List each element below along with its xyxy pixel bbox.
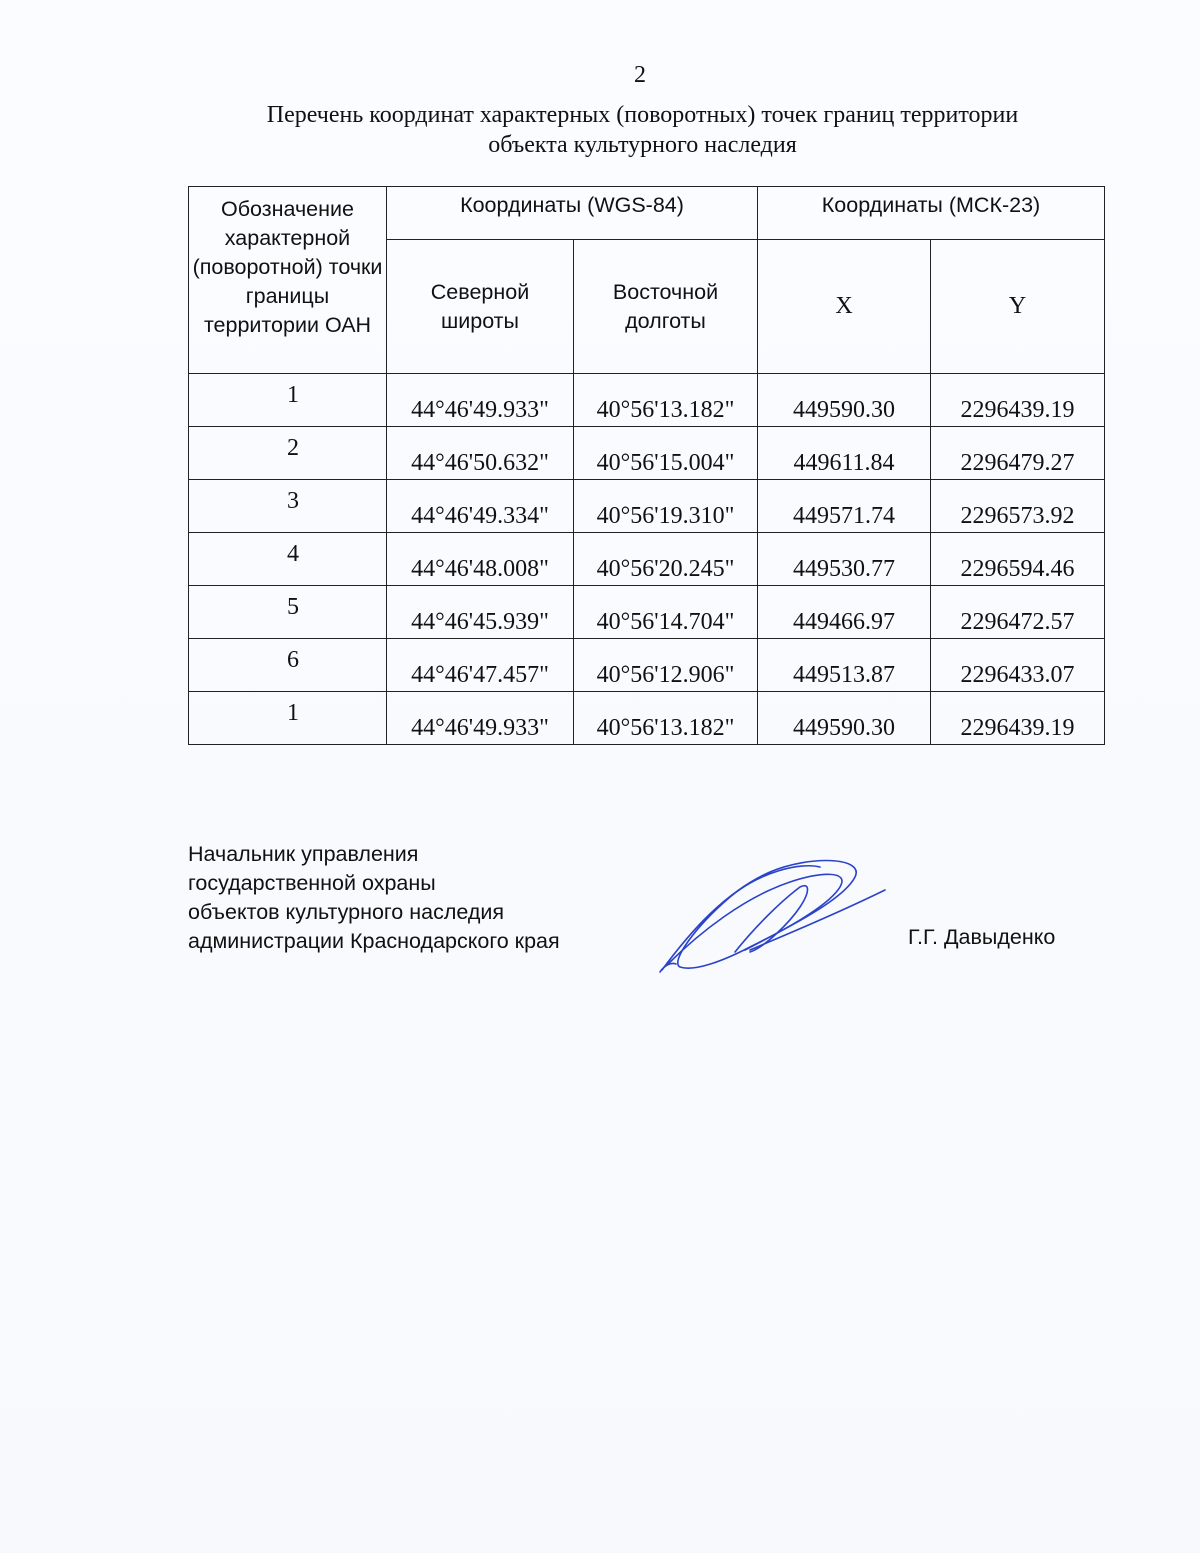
x-coordinate-cell: 449611.84 (758, 427, 931, 480)
document-title (150, 100, 1135, 160)
title-line-1: Перечень координат характерных (поворотных) точек границ территории (266, 102, 1019, 128)
header-latitude-text: Северной широты (430, 279, 530, 333)
coordinates-table (188, 186, 1105, 745)
longitude-cell: 40°56'15.004" (574, 427, 758, 480)
table-row (189, 639, 1105, 692)
point-number-cell: 3 (189, 480, 387, 533)
page-number: 2 (634, 62, 646, 88)
signer-name: Г.Г. Давыденко (908, 925, 1056, 949)
longitude-cell: 40°56'20.245" (574, 533, 758, 586)
x-coordinate-cell: 449590.30 (758, 692, 931, 745)
y-coordinate-cell: 2296594.46 (931, 533, 1105, 586)
signatory-line-2: государственной охраны (188, 871, 436, 895)
x-coordinate-cell: 449571.74 (758, 480, 931, 533)
header-msk23: Координаты (МСК-23) (758, 187, 1105, 240)
y-coordinate-cell: 2296479.27 (931, 427, 1105, 480)
latitude-cell: 44°46'50.632" (387, 427, 574, 480)
signatory-line-3: объектов культурного наследия (188, 900, 505, 924)
table-body (189, 374, 1105, 745)
x-coordinate-cell: 449590.30 (758, 374, 931, 427)
latitude-cell: 44°46'45.939" (387, 586, 574, 639)
signatory-line-4: администрации Краснодарского края (188, 929, 560, 953)
header-designation: Обозначение характерной (поворотной) точки границы территории ОАН (189, 187, 387, 374)
point-number-cell: 4 (189, 533, 387, 586)
x-coordinate-cell: 449466.97 (758, 586, 931, 639)
header-wgs84: Координаты (WGS-84) (387, 187, 758, 240)
longitude-cell: 40°56'13.182" (574, 374, 758, 427)
table-row (189, 586, 1105, 639)
table-row (189, 374, 1105, 427)
longitude-cell: 40°56'14.704" (574, 586, 758, 639)
point-number-cell: 5 (189, 586, 387, 639)
latitude-cell: 44°46'48.008" (387, 533, 574, 586)
table-row (189, 533, 1105, 586)
table-row (189, 480, 1105, 533)
header-longitude (574, 240, 758, 374)
y-coordinate-cell: 2296472.57 (931, 586, 1105, 639)
y-coordinate-cell: 2296433.07 (931, 639, 1105, 692)
x-coordinate-cell: 449513.87 (758, 639, 931, 692)
point-number-cell: 2 (189, 427, 387, 480)
longitude-cell: 40°56'13.182" (574, 692, 758, 745)
header-longitude-text: Восточной долготы (612, 279, 719, 333)
header-y: Y (931, 240, 1105, 374)
longitude-cell: 40°56'19.310" (574, 480, 758, 533)
signatory-position (188, 840, 560, 956)
latitude-cell: 44°46'49.933" (387, 692, 574, 745)
title-line-2: объекта культурного наследия (488, 132, 797, 158)
latitude-cell: 44°46'47.457" (387, 639, 574, 692)
point-number-cell: 6 (189, 639, 387, 692)
y-coordinate-cell: 2296573.92 (931, 480, 1105, 533)
y-coordinate-cell: 2296439.19 (931, 692, 1105, 745)
point-number-cell: 1 (189, 374, 387, 427)
header-latitude (387, 240, 574, 374)
header-x: X (758, 240, 931, 374)
handwritten-signature (650, 852, 890, 977)
x-coordinate-cell: 449530.77 (758, 533, 931, 586)
table-row (189, 427, 1105, 480)
point-number-cell: 1 (189, 692, 387, 745)
y-coordinate-cell: 2296439.19 (931, 374, 1105, 427)
table-row (189, 692, 1105, 745)
signatory-line-1: Начальник управления (188, 842, 419, 866)
latitude-cell: 44°46'49.334" (387, 480, 574, 533)
longitude-cell: 40°56'12.906" (574, 639, 758, 692)
latitude-cell: 44°46'49.933" (387, 374, 574, 427)
